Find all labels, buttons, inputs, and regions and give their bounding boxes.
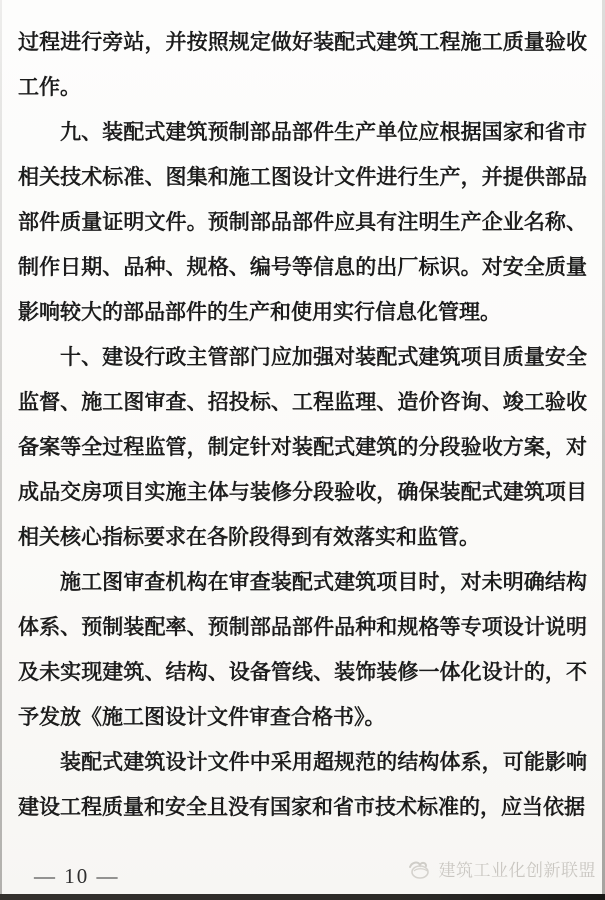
document-body (18, 20, 587, 830)
paragraph (18, 335, 587, 560)
text-line: 予发放《施工图设计文件审查合格书》。 (18, 706, 386, 729)
watermark-label: 建筑工业化创新联盟 (438, 861, 596, 880)
text-line: 成品交房项目实施主体与装修分段验收，确保装配式建筑项目 (18, 481, 587, 504)
text-line: 工作。 (18, 76, 81, 99)
bottom-edge-bar (0, 894, 605, 900)
text-line: 制作日期、品种、规格、编号等信息的出厂标识。对安全质量 (18, 256, 587, 279)
text-line: 过程进行旁站，并按照规定做好装配式建筑工程施工质量验收 (18, 31, 587, 54)
text-line: 及未实现建筑、结构、设备管线、装饰装修一体化设计的，不 (18, 661, 587, 684)
text-line: 施工图审查机构在审查装配式建筑项目时，对未明确结构 (60, 571, 587, 594)
text-line: 九、装配式建筑预制部品部件生产单位应根据国家和省市 (60, 121, 587, 144)
left-edge-shadow (0, 0, 2, 900)
alliance-logo-icon (408, 858, 434, 880)
paragraph (18, 560, 587, 740)
text-line: 体系、预制装配率、预制部品部件品种和规格等专项设计说明 (18, 616, 587, 639)
text-line: 相关核心指标要求在各阶段得到有效落实和监管。 (18, 526, 480, 549)
paragraph (18, 740, 587, 830)
text-line: 影响较大的部品部件的生产和使用实行信息化管理。 (18, 301, 501, 324)
text-line: 备案等全过程监管，制定针对装配式建筑的分段验收方案，对 (18, 436, 587, 459)
text-line: 相关技术标准、图集和施工图设计文件进行生产，并提供部品 (18, 166, 587, 189)
paragraph (18, 110, 587, 335)
text-line: 监督、施工图审查、招投标、工程监理、造价咨询、竣工验收 (18, 391, 587, 414)
paragraph (18, 20, 587, 110)
watermark (408, 856, 597, 881)
text-line: 装配式建筑设计文件中采用超规范的结构体系，可能影响 (60, 751, 587, 774)
text-line: 十、建设行政主管部门应加强对装配式建筑项目质量安全 (60, 346, 587, 369)
page-number: — 10 — (34, 864, 120, 888)
text-line: 建设工程质量和安全且没有国家和省市技术标准的，应当依据 (18, 796, 585, 819)
text-line: 部件质量证明文件。预制部品部件应具有注明生产企业名称、 (18, 211, 587, 234)
